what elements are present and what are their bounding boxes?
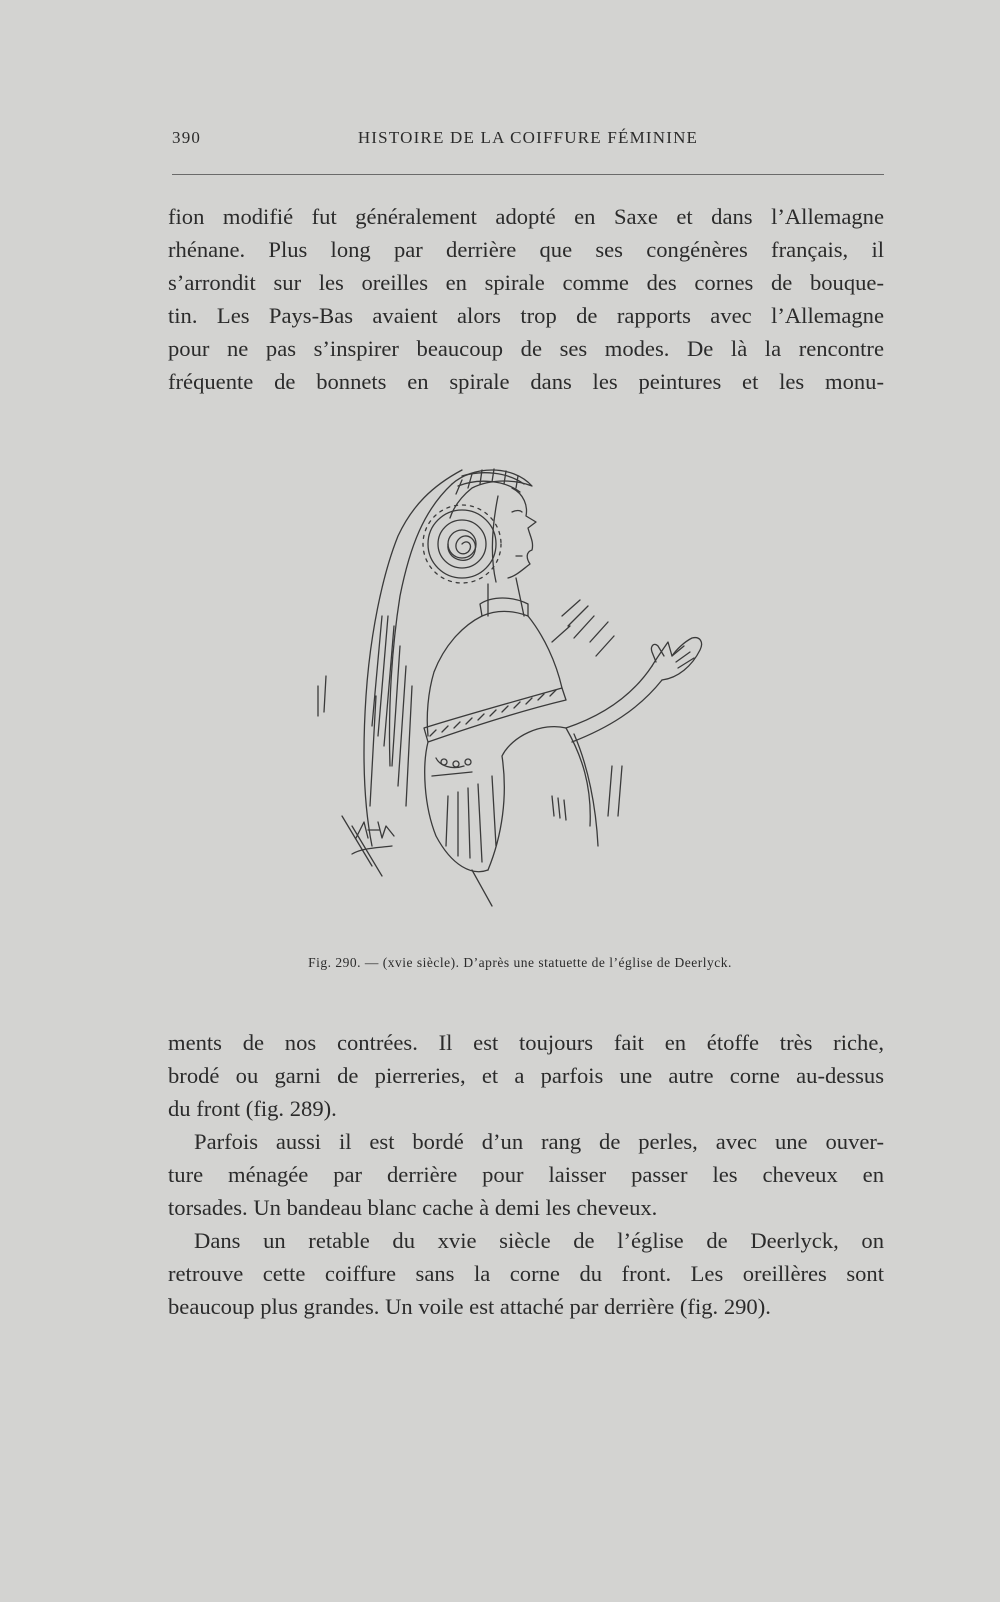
running-title: HISTOIRE DE LA COIFFURE FÉMININE: [357, 128, 699, 147]
text-line: Parfois aussi il est bordé d’un rang de perles, avec une ouver-: [194, 1129, 884, 1154]
text-line: Dans un retable du xvie siècle de l’église de Deerlyck, on: [194, 1228, 884, 1253]
text-line: ments de nos contrées. Il est toujours fait en étoffe très riche,: [168, 1030, 884, 1055]
text-line: s’arrondit sur les oreilles en spirale comme des cornes de bouque-: [168, 270, 884, 295]
body-text-bottom: [168, 1026, 884, 1323]
header-rule: [172, 174, 884, 175]
text-line: tin. Les Pays-Bas avaient alors trop de rapports avec l’Allemagne: [168, 303, 884, 328]
text-line: ture ménagée par derrière pour laisser passer les cheveux en: [168, 1162, 884, 1187]
text-line: torsades. Un bandeau blanc cache à demi les cheveux.: [168, 1195, 658, 1220]
body-text-top: [168, 200, 884, 398]
text-line: rhénane. Plus long par derrière que ses congénères français, il: [168, 237, 884, 262]
text-line: fion modifié fut généralement adopté en Saxe et dans l’Allemagne: [168, 204, 884, 229]
text-line: fréquente de bonnets en spirale dans les peintures et les monu-: [168, 369, 884, 394]
figure-illustration: [312, 466, 752, 926]
page-header: [172, 128, 884, 152]
page-number: 390: [172, 128, 202, 147]
figure-caption: Fig. 290. — (xvie siècle). D’après une statuette de l’église de Deerlyck.: [308, 955, 732, 970]
text-line: du front (fig. 289).: [168, 1096, 337, 1121]
woman-praying-illustration: [312, 466, 752, 926]
text-line: retrouve cette coiffure sans la corne du front. Les oreillères sont: [168, 1261, 884, 1286]
text-line: brodé ou garni de pierreries, et a parfois une autre corne au-dessus: [168, 1063, 884, 1088]
text-line: beaucoup plus grandes. Un voile est attaché par derrière (fig. 290).: [168, 1294, 771, 1319]
text-line: pour ne pas s’inspirer beaucoup de ses modes. De là la rencontre: [168, 336, 884, 361]
